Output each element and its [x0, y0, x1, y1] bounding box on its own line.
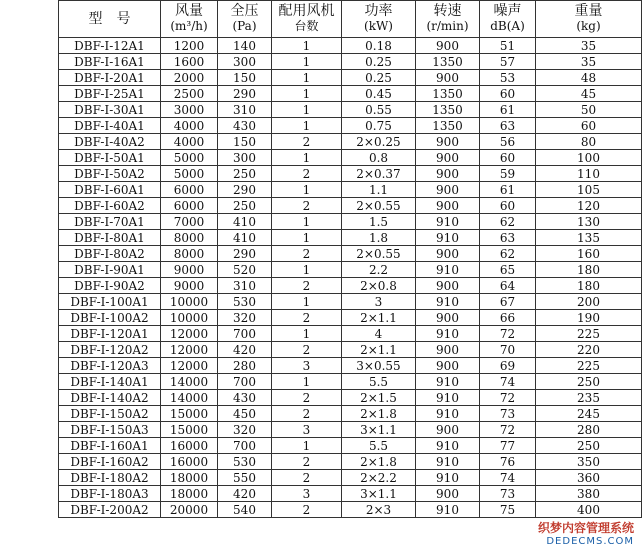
cell-fan-count: 1 [272, 326, 342, 342]
table-row [59, 166, 642, 182]
header-pressure: 全压 (Pa) [218, 1, 272, 38]
cell-power: 2×3 [342, 502, 416, 518]
cell-fan-count: 2 [272, 342, 342, 358]
cell-noise: 62 [480, 214, 536, 230]
table-row [59, 118, 642, 134]
cell-fan-count: 2 [272, 246, 342, 262]
header-fan-count: 配用风机 台数 [272, 1, 342, 38]
cell-weight: 280 [536, 422, 642, 438]
cell-noise: 77 [480, 438, 536, 454]
cell-weight: 225 [536, 358, 642, 374]
table-row [59, 198, 642, 214]
cell-noise: 53 [480, 70, 536, 86]
table-row [59, 54, 642, 70]
cell-fan-count: 2 [272, 278, 342, 294]
cell-speed: 1350 [416, 54, 480, 70]
cell-pressure: 520 [218, 262, 272, 278]
cell-speed: 1350 [416, 118, 480, 134]
cell-model: DBF-I-140A2 [59, 390, 161, 406]
cell-power: 3 [342, 294, 416, 310]
table-row [59, 38, 642, 54]
cell-power: 3×1.1 [342, 422, 416, 438]
cell-noise: 72 [480, 422, 536, 438]
cell-fan-count: 1 [272, 102, 342, 118]
cell-model: DBF-I-25A1 [59, 86, 161, 102]
cell-model: DBF-I-120A2 [59, 342, 161, 358]
cell-model: DBF-I-40A2 [59, 134, 161, 150]
cell-airflow: 20000 [161, 502, 218, 518]
cell-fan-count: 1 [272, 438, 342, 454]
cell-speed: 910 [416, 294, 480, 310]
cell-weight: 380 [536, 486, 642, 502]
cell-fan-count: 1 [272, 38, 342, 54]
table-body [59, 38, 642, 518]
cell-weight: 350 [536, 454, 642, 470]
cell-airflow: 4000 [161, 134, 218, 150]
cell-power: 2×1.1 [342, 310, 416, 326]
cell-model: DBF-I-50A1 [59, 150, 161, 166]
cell-weight: 48 [536, 70, 642, 86]
cell-weight: 105 [536, 182, 642, 198]
cell-pressure: 320 [218, 310, 272, 326]
cell-speed: 900 [416, 486, 480, 502]
cell-airflow: 10000 [161, 294, 218, 310]
cell-fan-count: 1 [272, 294, 342, 310]
cell-speed: 900 [416, 134, 480, 150]
cell-weight: 160 [536, 246, 642, 262]
cell-weight: 35 [536, 38, 642, 54]
cell-pressure: 320 [218, 422, 272, 438]
cell-fan-count: 2 [272, 406, 342, 422]
cell-pressure: 700 [218, 374, 272, 390]
cell-speed: 910 [416, 406, 480, 422]
cell-fan-count: 2 [272, 134, 342, 150]
cell-airflow: 2000 [161, 70, 218, 86]
cell-noise: 73 [480, 406, 536, 422]
watermark-domain: DEDECMS.COM [546, 536, 634, 547]
cell-fan-count: 1 [272, 118, 342, 134]
cell-fan-count: 2 [272, 166, 342, 182]
cell-power: 0.25 [342, 70, 416, 86]
cell-model: DBF-I-80A2 [59, 246, 161, 262]
cell-speed: 910 [416, 326, 480, 342]
cell-model: DBF-I-120A3 [59, 358, 161, 374]
cell-power: 5.5 [342, 374, 416, 390]
header-weight: 重量 (kg) [536, 1, 642, 38]
cell-model: DBF-I-140A1 [59, 374, 161, 390]
cell-airflow: 12000 [161, 326, 218, 342]
table-row [59, 422, 642, 438]
cell-power: 2×1.1 [342, 342, 416, 358]
table-row [59, 310, 642, 326]
cell-speed: 910 [416, 454, 480, 470]
cell-power: 0.45 [342, 86, 416, 102]
cell-fan-count: 1 [272, 70, 342, 86]
cell-model: DBF-I-100A2 [59, 310, 161, 326]
cell-pressure: 150 [218, 134, 272, 150]
cell-power: 2×0.55 [342, 198, 416, 214]
cell-model: DBF-I-70A1 [59, 214, 161, 230]
cell-airflow: 14000 [161, 390, 218, 406]
cell-power: 0.18 [342, 38, 416, 54]
table-row [59, 214, 642, 230]
fan-spec-table [58, 0, 642, 518]
cell-airflow: 9000 [161, 262, 218, 278]
header-row [59, 1, 642, 38]
cell-speed: 900 [416, 422, 480, 438]
cell-weight: 235 [536, 390, 642, 406]
cell-model: DBF-I-100A1 [59, 294, 161, 310]
header-model: 型 号 [59, 1, 161, 38]
cell-speed: 900 [416, 310, 480, 326]
cell-airflow: 3000 [161, 102, 218, 118]
cell-pressure: 250 [218, 198, 272, 214]
cell-airflow: 6000 [161, 182, 218, 198]
cell-model: DBF-I-120A1 [59, 326, 161, 342]
cell-noise: 59 [480, 166, 536, 182]
cell-speed: 900 [416, 166, 480, 182]
cell-model: DBF-I-16A1 [59, 54, 161, 70]
table-row [59, 374, 642, 390]
cell-speed: 900 [416, 150, 480, 166]
table-row [59, 230, 642, 246]
cell-weight: 110 [536, 166, 642, 182]
cell-weight: 245 [536, 406, 642, 422]
cell-pressure: 250 [218, 166, 272, 182]
cell-noise: 51 [480, 38, 536, 54]
table-row [59, 406, 642, 422]
cell-speed: 900 [416, 342, 480, 358]
cell-speed: 1350 [416, 86, 480, 102]
cell-power: 2×1.8 [342, 406, 416, 422]
table-row [59, 182, 642, 198]
table-row [59, 246, 642, 262]
cell-weight: 190 [536, 310, 642, 326]
table-row [59, 150, 642, 166]
cell-speed: 910 [416, 374, 480, 390]
cell-pressure: 140 [218, 38, 272, 54]
cell-noise: 75 [480, 502, 536, 518]
table-row [59, 502, 642, 518]
table-row [59, 470, 642, 486]
cell-noise: 60 [480, 150, 536, 166]
cell-noise: 66 [480, 310, 536, 326]
cell-noise: 70 [480, 342, 536, 358]
cell-model: DBF-I-40A1 [59, 118, 161, 134]
cell-power: 0.55 [342, 102, 416, 118]
cell-noise: 69 [480, 358, 536, 374]
table-row [59, 390, 642, 406]
cell-airflow: 18000 [161, 486, 218, 502]
cell-noise: 62 [480, 246, 536, 262]
cell-fan-count: 1 [272, 150, 342, 166]
cell-weight: 200 [536, 294, 642, 310]
cell-weight: 250 [536, 374, 642, 390]
cell-weight: 180 [536, 262, 642, 278]
cell-power: 2.2 [342, 262, 416, 278]
cell-power: 2×1.8 [342, 454, 416, 470]
cell-pressure: 530 [218, 294, 272, 310]
cell-power: 1.8 [342, 230, 416, 246]
cell-power: 4 [342, 326, 416, 342]
cell-noise: 60 [480, 198, 536, 214]
table-row [59, 134, 642, 150]
cell-noise: 73 [480, 486, 536, 502]
cell-airflow: 1200 [161, 38, 218, 54]
cell-model: DBF-I-60A2 [59, 198, 161, 214]
cell-pressure: 420 [218, 342, 272, 358]
cell-speed: 900 [416, 278, 480, 294]
cell-power: 2×2.2 [342, 470, 416, 486]
cell-power: 3×1.1 [342, 486, 416, 502]
cell-speed: 910 [416, 214, 480, 230]
cell-noise: 67 [480, 294, 536, 310]
cell-noise: 72 [480, 326, 536, 342]
cell-pressure: 410 [218, 214, 272, 230]
cell-model: DBF-I-30A1 [59, 102, 161, 118]
cell-pressure: 420 [218, 486, 272, 502]
cell-model: DBF-I-160A2 [59, 454, 161, 470]
cell-fan-count: 1 [272, 230, 342, 246]
table-row [59, 342, 642, 358]
cell-noise: 72 [480, 390, 536, 406]
cell-fan-count: 2 [272, 502, 342, 518]
cell-weight: 45 [536, 86, 642, 102]
cell-weight: 180 [536, 278, 642, 294]
cell-noise: 76 [480, 454, 536, 470]
cell-speed: 910 [416, 438, 480, 454]
cell-weight: 60 [536, 118, 642, 134]
cell-fan-count: 3 [272, 486, 342, 502]
cell-model: DBF-I-160A1 [59, 438, 161, 454]
cell-weight: 360 [536, 470, 642, 486]
header-airflow: 风量 (m³/h) [161, 1, 218, 38]
cell-noise: 61 [480, 182, 536, 198]
cell-power: 3×0.55 [342, 358, 416, 374]
cell-pressure: 150 [218, 70, 272, 86]
cell-weight: 135 [536, 230, 642, 246]
cell-airflow: 5000 [161, 166, 218, 182]
cell-pressure: 290 [218, 86, 272, 102]
cell-weight: 400 [536, 502, 642, 518]
cell-weight: 130 [536, 214, 642, 230]
cell-pressure: 700 [218, 438, 272, 454]
watermark-text: 织梦内容管理系统 [537, 521, 634, 535]
cell-noise: 60 [480, 86, 536, 102]
cell-power: 1.1 [342, 182, 416, 198]
cell-fan-count: 2 [272, 198, 342, 214]
cell-pressure: 300 [218, 150, 272, 166]
cell-fan-count: 1 [272, 374, 342, 390]
cell-noise: 63 [480, 118, 536, 134]
cell-pressure: 550 [218, 470, 272, 486]
cell-airflow: 16000 [161, 438, 218, 454]
table-row [59, 86, 642, 102]
cell-airflow: 10000 [161, 310, 218, 326]
cell-pressure: 530 [218, 454, 272, 470]
cell-power: 1.5 [342, 214, 416, 230]
cell-speed: 910 [416, 262, 480, 278]
cell-weight: 120 [536, 198, 642, 214]
cell-airflow: 15000 [161, 406, 218, 422]
cell-fan-count: 2 [272, 390, 342, 406]
cell-fan-count: 3 [272, 422, 342, 438]
table-row [59, 102, 642, 118]
cell-model: DBF-I-150A2 [59, 406, 161, 422]
cell-noise: 57 [480, 54, 536, 70]
cell-fan-count: 2 [272, 310, 342, 326]
cell-speed: 910 [416, 470, 480, 486]
cell-weight: 80 [536, 134, 642, 150]
cell-power: 2×0.37 [342, 166, 416, 182]
cell-fan-count: 1 [272, 54, 342, 70]
cell-weight: 100 [536, 150, 642, 166]
cell-fan-count: 1 [272, 214, 342, 230]
cell-speed: 900 [416, 358, 480, 374]
cell-fan-count: 3 [272, 358, 342, 374]
table-row [59, 70, 642, 86]
cell-power: 0.8 [342, 150, 416, 166]
cell-power: 2×0.8 [342, 278, 416, 294]
table-row [59, 294, 642, 310]
cell-model: DBF-I-180A2 [59, 470, 161, 486]
cell-weight: 225 [536, 326, 642, 342]
table-header [59, 1, 642, 38]
cell-airflow: 18000 [161, 470, 218, 486]
cell-noise: 56 [480, 134, 536, 150]
header-noise: 噪声 dB(A) [480, 1, 536, 38]
cell-speed: 1350 [416, 102, 480, 118]
cell-model: DBF-I-12A1 [59, 38, 161, 54]
cell-airflow: 6000 [161, 198, 218, 214]
cell-airflow: 12000 [161, 342, 218, 358]
cell-model: DBF-I-20A1 [59, 70, 161, 86]
cell-noise: 63 [480, 230, 536, 246]
cell-pressure: 410 [218, 230, 272, 246]
cell-power: 5.5 [342, 438, 416, 454]
cell-fan-count: 2 [272, 454, 342, 470]
cell-pressure: 430 [218, 118, 272, 134]
cell-speed: 900 [416, 246, 480, 262]
cell-pressure: 290 [218, 246, 272, 262]
cell-model: DBF-I-150A3 [59, 422, 161, 438]
cell-airflow: 2500 [161, 86, 218, 102]
cell-pressure: 310 [218, 102, 272, 118]
cell-speed: 900 [416, 38, 480, 54]
watermark-logo [538, 519, 634, 547]
cell-weight: 220 [536, 342, 642, 358]
cell-pressure: 450 [218, 406, 272, 422]
cell-pressure: 280 [218, 358, 272, 374]
table-row [59, 262, 642, 278]
cell-airflow: 8000 [161, 230, 218, 246]
table-row [59, 358, 642, 374]
cell-power: 0.25 [342, 54, 416, 70]
cell-model: DBF-I-50A2 [59, 166, 161, 182]
cell-model: DBF-I-60A1 [59, 182, 161, 198]
cell-pressure: 430 [218, 390, 272, 406]
cell-airflow: 8000 [161, 246, 218, 262]
cell-pressure: 310 [218, 278, 272, 294]
cell-pressure: 290 [218, 182, 272, 198]
cell-speed: 910 [416, 230, 480, 246]
cell-power: 2×0.55 [342, 246, 416, 262]
cell-model: DBF-I-90A1 [59, 262, 161, 278]
table-row [59, 486, 642, 502]
cell-noise: 65 [480, 262, 536, 278]
cell-speed: 900 [416, 182, 480, 198]
cell-airflow: 14000 [161, 374, 218, 390]
cell-noise: 64 [480, 278, 536, 294]
cell-power: 2×0.25 [342, 134, 416, 150]
cell-speed: 900 [416, 70, 480, 86]
cell-airflow: 5000 [161, 150, 218, 166]
cell-fan-count: 1 [272, 86, 342, 102]
cell-airflow: 7000 [161, 214, 218, 230]
cell-speed: 910 [416, 502, 480, 518]
cell-speed: 900 [416, 198, 480, 214]
cell-pressure: 700 [218, 326, 272, 342]
cell-airflow: 9000 [161, 278, 218, 294]
cell-noise: 61 [480, 102, 536, 118]
cell-noise: 74 [480, 374, 536, 390]
cell-pressure: 540 [218, 502, 272, 518]
cell-model: DBF-I-90A2 [59, 278, 161, 294]
cell-airflow: 12000 [161, 358, 218, 374]
cell-power: 2×1.5 [342, 390, 416, 406]
cell-airflow: 4000 [161, 118, 218, 134]
table-row [59, 438, 642, 454]
table-row [59, 278, 642, 294]
table-row [59, 326, 642, 342]
cell-power: 0.75 [342, 118, 416, 134]
cell-fan-count: 1 [272, 182, 342, 198]
cell-weight: 50 [536, 102, 642, 118]
cell-airflow: 15000 [161, 422, 218, 438]
cell-speed: 910 [416, 390, 480, 406]
cell-fan-count: 2 [272, 470, 342, 486]
table-row [59, 454, 642, 470]
cell-weight: 35 [536, 54, 642, 70]
cell-fan-count: 1 [272, 262, 342, 278]
cell-weight: 250 [536, 438, 642, 454]
cell-airflow: 16000 [161, 454, 218, 470]
header-speed: 转速 (r/min) [416, 1, 480, 38]
header-power: 功率 (kW) [342, 1, 416, 38]
cell-model: DBF-I-180A3 [59, 486, 161, 502]
cell-airflow: 1600 [161, 54, 218, 70]
cell-model: DBF-I-80A1 [59, 230, 161, 246]
cell-noise: 74 [480, 470, 536, 486]
cell-model: DBF-I-200A2 [59, 502, 161, 518]
cell-pressure: 300 [218, 54, 272, 70]
